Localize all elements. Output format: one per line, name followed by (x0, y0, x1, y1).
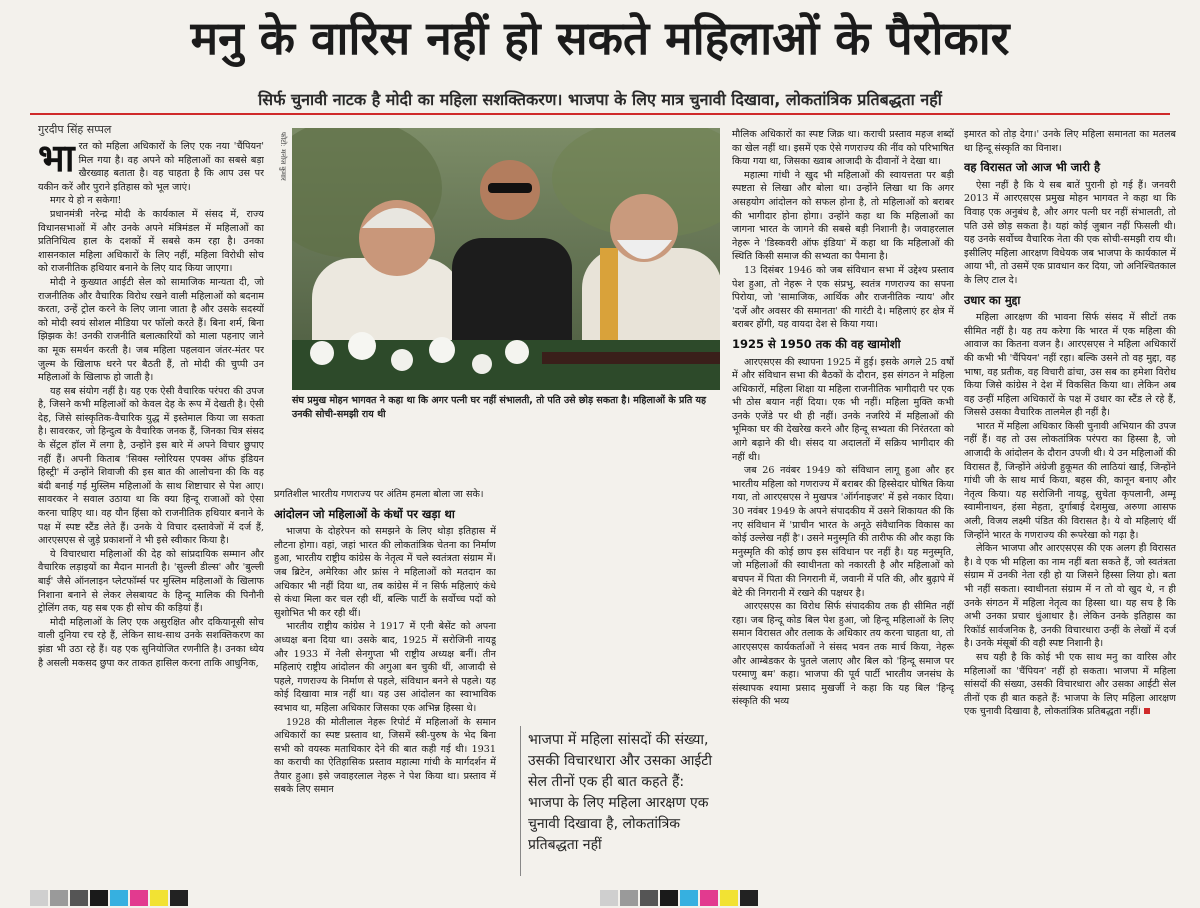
paragraph: महिला आरक्षण की भावना सिर्फ संसद में सीटों तक सीमित नहीं है। यह तय करेगा कि भारत में एक महिला की आवाज का कितना वजन है। आरएसएस ने महिला अधिकारों की कभी भी 'चैंपियन' नहीं रहा। बल्कि उसने तो वह मुद्दा, वह भाषा, वह प्रतीक, वह विचारी ढांचा, उस सब का हमेशा विरोध किया जिसे कांग्रेस ने देश में विकसित किया था। लेकिन अब वह उन्हीं महिला अधिकारों के पक्ष में उधार का स्टैंड ले रहे हैं, जिससे उसका वैचारिक तालमेल ही नहीं है। (964, 312, 1176, 419)
article-photo (292, 128, 720, 390)
paragraph: ऐसा नहीं है कि ये सब बातें पुरानी हो गई हैं। जनवरी 2013 में आरएसएस प्रमुख मोहन भागवत ने कहा था कि विवाह एक अनुबंध है, और अगर पत्नी घर नहीं संभालती, तो पति उसे छोड़ सकता है। यहां कोई जुबान नहीं फिसली थी। यह उनके सर्वोच्च वैचारिक नेता की एक सोची-समझी राय थी। इसीलिए महिला आरक्षण विधेयक जब भाजपा के कार्यकाल में आया भी, तो उसमें एक प्रावधान कर दिया, जो अनिश्चितकाल के लिए टाल दे। (964, 179, 1176, 286)
paragraph: ये विचारधारा महिलाओं की देह को सांप्रदायिक सम्मान और वैचारिक लड़ाइयों का मैदान मानती है। 'सुल्ली डील्स' और 'बुल्ली बाई' जैसे ऑनलाइन प्लेटफॉर्म्स पर मुस्लिम महिलाओं के खिलाफ निशाना बनाने से लेकर लेसबायट के हिन्दू मालिक की पिनौनी ट्रोलिंग तक, यह सब एक ही सोच की कड़ियां हैं। (38, 548, 264, 615)
registration-bar-right (600, 890, 770, 906)
registration-swatch (720, 890, 738, 906)
paragraph: महात्मा गांधी ने खुद भी महिलाओं की स्वायत्तता पर बड़ी स्पष्टता से लिखा और बोला था। उन्होंने लिखा था कि अगर असहयोग आंदोलन को सफल होना है, तो महिलाओं को बराबर की भागीदार होना होगा। उन्होंने कहा था कि महिलाओं का जागना भारत के जागने की सबसे बड़ी निशानी है। जवाहरलाल नेहरू ने 'डिस्कवरी ऑफ इंडिया' में कहा था कि महिलाओं की स्थिति किसी समाज की सभ्यता का पैमाना है। (732, 169, 954, 263)
section-heading: 1925 से 1950 तक की वह खामोशी (732, 336, 901, 351)
registration-swatch (600, 890, 618, 906)
paragraph: प्रगतिशील भारतीय गणराज्य पर अंतिम हमला बोला जा सके। (274, 489, 484, 500)
registration-swatch (130, 890, 148, 906)
subheadline: सिर्फ चुनावी नाटक है मोदी का महिला सशक्तिकरण। भाजपा के लिए मात्र चुनावी दिखावा, लोकतांत्रिक प्रतिबद्धता नहीं (258, 90, 942, 109)
paragraph: आरएसएस की स्थापना 1925 में हुई। इसके अगले 25 वर्षों में और संविधान सभा की बैठकों के दौरान, इस संगठन ने महिला अधिकारों, महिला शिक्षा या महिला राजनीतिक भागीदारी पर एक भी ठोस बयान नहीं दिया। एक भी नहीं। महिला मुक्ति कभी उनके एजेंडे पर थी ही नहीं। उनके नजरिये में महिलाओं की भूमिका घर की देखरेख करने और हिन्दू सभ्यता की निरंतरता को आगे बढ़ाने की थी। संसद या अदालतों में सक्रिय भागीदार की नहीं थी। (732, 356, 954, 463)
paragraph: भाजपा के दोहरेपन को समझने के लिए थोड़ा इतिहास में लौटना होगा। वहां, जहां भारत की लोकतांत्रिक चेतना का निर्माण हुआ, भारतीय राष्ट्रीय कांग्रेस के नेतृत्व में चले स्वतंत्रता संग्राम में। जब ब्रिटेन, अमेरिका और फ्रांस ने महिलाओं को मतदान का अधिकार भी नहीं दिया था, तब कांग्रेस में न सिर्फ महिलाएं कंधे से कंधा मिला कर चल रही थीं, बल्कि पार्टी के सर्वोच्च पदों को सुशोभित भी कर रही थीं। (274, 526, 496, 619)
registration-swatch (640, 890, 658, 906)
paragraph: मौलिक अधिकारों का स्पष्ट जिक्र था। कराची प्रस्ताव महज शब्दों का खेल नहीं था। इसमें एक ऐसे गणराज्य की नींव को परिभाषित किया गया था, जिसका ख्वाब आजादी के दीवानों ने देखा था। (732, 129, 954, 168)
registration-bar-left (30, 890, 200, 906)
section-heading: वह विरासत जो आज भी जारी है (964, 160, 1101, 175)
photo-illustration (292, 128, 720, 390)
paragraph: प्रधानमंत्री नरेन्द्र मोदी के कार्यकाल में संसद में, राज्य विधानसभाओं में और उनके अपने मंत्रिमंडल में महिलाओं का प्रतिनिधित्व हाल के दशकों में सबसे कम रहा है। उनका शासनकाल महिला अधिकारों के लिए नहीं, महिला विरोधी सोच को राजनीतिक हथियार बनाने के लिए याद किया जाएगा। (38, 208, 264, 275)
pull-quote-rule (520, 726, 521, 876)
registration-swatch (50, 890, 68, 906)
photo-caption: संघ प्रमुख मोहन भागवत ने कहा था कि अगर पत्नी घर नहीं संभालती, तो पति उसे छोड़ सकता है। महिलाओं के प्रति यह उनकी सोची-समझी राय थी (292, 395, 707, 420)
paragraph: 13 दिसंबर 1946 को जब संविधान सभा में उद्देश्य प्रस्ताव पेश हुआ, तो नेहरू ने एक संप्रभु, स्वतंत्र गणराज्य का सपना पिरोया, जो 'सामाजिक, आर्थिक और राजनीतिक न्याय' और 'दर्जे और अवसर की समानता' की गारंटी दे। महिलाएं हर क्षेत्र में बराबर होंगी, यह वायदा देश से किया गया। (732, 264, 954, 331)
registration-swatch (170, 890, 188, 906)
drop-cap: भा (38, 140, 75, 180)
registration-swatch (150, 890, 168, 906)
registration-swatch (90, 890, 108, 906)
intro-paragraph (38, 140, 264, 194)
headline-rule (30, 113, 1170, 115)
registration-swatch (700, 890, 718, 906)
registration-swatch (30, 890, 48, 906)
paragraph: भारत में महिला अधिकार किसी चुनावी अभियान की उपज नहीं हैं। वह तो उस लोकतांत्रिक परंपरा का हिस्सा है, जो आजादी के आंदोलन के दौरान उपजी थी। ये उन महिलाओं की विरासत हैं, जिन्होंने अंग्रेजी हुकूमत की लाठियां खाईं, जिन्होंने गांधी जी के साथ मार्च किया, बहस की, कानून बनाए और नेतृत्व किया। यह सरोजिनी नायडू, सुचेता कृपलानी, अम्मू स्वामीनाथन, हंसा मेहता, दुर्गाबाई देशमुख, अरुणा आसफ अली, विजय लक्ष्मी पंडित की विरासत है। ये वो महिलाएं थीं जिन्होंने भारत के गणराज्य की रूपरेखा को गढ़ा है। (964, 420, 1176, 541)
registration-swatch (620, 890, 638, 906)
paragraph (964, 651, 1176, 719)
registration-swatch (680, 890, 698, 906)
paragraph: जब 26 नवंबर 1949 को संविधान लागू हुआ और हर भारतीय महिला को गणराज्य में बराबर की हिस्सेदार घोषित किया गया, तो आरएसएस ने मुखपत्र 'ऑर्गनाइजर' में इसे नकार दिया। 30 नवंबर 1949 के अपने संपादकीय में उसने शिकायत की कि नए संविधान में 'प्राचीन भारत के अनूठे संवैधानिक विकास का कोई उल्लेख नहीं है'। उसने मनुस्मृति की तारीफ की और कहा कि मनुस्मृति की कोई छाप इस संविधान पर नहीं है। यह मनुस्मृति, जो महिलाओं की स्वाधीनता को नकारती है और महिलाओं को बचपन में पिता की निगरानी में, जवानी में पति की, और बुढ़ापे में बेटे की निगरानी में रखने की पक्षधर है। (732, 465, 954, 599)
column-1 (38, 140, 264, 880)
registration-swatch (740, 890, 758, 906)
column-2 (274, 488, 496, 880)
intro-text: रत को महिला अधिकारों के लिए एक नया 'चैंपियन' मिल गया है। वह अपने को महिलाओं का सबसे बड़ा खैरख्वाह बताता है। वह चाहता है कि आप उस पर यकीन करें और पुराने इतिहास को भूल जाएं। (38, 141, 264, 193)
paragraph: लेकिन भाजपा और आरएसएस की एक अलग ही विरासत है। वे एक भी महिला का नाम नहीं बता सकते हैं, जो स्वतंत्रता संग्राम में उनकी नेता रही हो या जिसने हिस्सा लिया हो। बता भी नहीं सकता। स्वाधीनता संग्राम में न तो वो खुद थे, न ही उनके संगठन में महिला नेतृत्व का हिस्सा था। यह सच है कि अभी उनका प्रचार धुंआधार है। लेकिन उनके इतिहास का रिकॉर्ड सार्वजनिक है, उनकी विचारधारा उन्हीं के लेखों में दर्ज है। उनके मंसूबों की वही स्पष्ट निशानी है। (964, 543, 1176, 650)
column-3 (732, 128, 954, 880)
end-mark-icon (1144, 708, 1150, 714)
paragraph: इमारत को तोड़ देगा।' उनके लिए महिला समानता का मतलब था हिन्दू संस्कृति का विनाश। (964, 129, 1176, 154)
closing-text: सच यही है कि कोई भी एक साथ मनु का वारिस और महिलाओं का 'चैंपियन' नहीं हो सकता। भाजपा में महिला सांसदों की संख्या, उसकी विचारधारा और उसका आईटी सेल तीनों एक ही बात कहते हैं: भाजपा के लिए महिला आरक्षण एक चुनावी दिखावा है, लोकतांत्रिक प्रतिबद्धता नहीं। (964, 651, 1176, 718)
paragraph: 1928 की मोतीलाल नेहरू रिपोर्ट में महिलाओं के समान अधिकारों का स्पष्ट प्रस्ताव था, जिसमें स्त्री-पुरुष के भेद बिना सभी को वयस्क मताधिकार देने की बात कही गई थी। 1931 का कराची का ऐतिहासिक प्रस्ताव महात्मा गांधी के मार्गदर्शन में तैयार हुआ। इसे जवाहरलाल नेहरू ने पेश किया था। प्रस्ताव में सबके लिए समान (274, 716, 496, 796)
section-heading: उधार का मुद्दा (964, 292, 1021, 307)
paragraph: यह सब संयोग नहीं है। यह एक ऐसी वैचारिक परंपरा की उपज है, जिसने कभी महिलाओं को केवल देह के रूप में देखती है। ऐसी देह, जिसे सांस्कृतिक-वैचारिक युद्ध में इस्तेमाल किया जा सकता है। सावरकर, जो हिन्दुत्व के वैचारिक जनक हैं, जिनका चित्र संसद के सेंट्रल हॉल में लगा है, उन्होंने इस बारे में अपने विचार छुपाए नहीं हैं। अपनी किताब 'सिक्स ग्लोरियस एपक्स ऑफ इंडियन हिस्ट्री' में उन्होंने शिवाजी की इस बात की आलोचना की कि वह बंदी बनाई गई मुस्लिम महिलाओं के साथ शिष्टाचार से पेश आए। सावरकर ने सवाल उठाया था कि क्या हिन्दू राजाओं को ऐसा करना चाहिए था। वह यौन हिंसा को राजनीतिक हथियार बनाने के पक्ष में स्पष्ट स्टैंड लेते हैं। उनके ये विचार दस्तावेजों में दर्ज हैं, आरएसएस से जुड़े प्रकाशनों ने भी इसे स्वीकार किया है। (38, 385, 264, 547)
pull-quote: भाजपा में महिला सांसदों की संख्या, उसकी विचारधारा और उसका आईटी सेल तीनों एक ही बात कहते हैं: भाजपा के लिए महिला आरक्षण एक चुनावी दिखावा है, लोकतांत्रिक प्रतिबद्धता नहीं (528, 732, 712, 853)
headline: मनु के वारिस नहीं हो सकते महिलाओं के पैरोकार (190, 11, 1010, 65)
section-heading: आंदोलन जो महिलाओं के कंधों पर खड़ा था (274, 506, 455, 521)
registration-swatch (660, 890, 678, 906)
paragraph: आरएसएस का विरोध सिर्फ संपादकीय तक ही सीमित नहीं रहा। जब हिन्दू कोड बिल पेश हुआ, जो हिन्दू महिलाओं के लिए समान विरासत और तलाक के अधिकार तय करना चाहता था, तो आरएसएस कार्यकर्ताओं ने संसद भवन तक मार्च किया, नेहरू और आम्बेडकर के पुतले जलाए और बिल को 'हिन्दू समाज पर परमाणु बम' कहा। भाजपा की पूर्व पार्टी भारतीय जनसंघ के संस्थापक श्यामा प्रसाद मुखर्जी ने कहा कि यह बिल 'हिन्दू संस्कृति की भव्य (732, 601, 954, 708)
paragraph: भारतीय राष्ट्रीय कांग्रेस ने 1917 में एनी बेसेंट को अपना अध्यक्ष बना दिया था। उसके बाद, 1925 में सरोजिनी नायडू और 1933 में नेली सेनगुप्ता भी राष्ट्रीय अध्यक्ष बनीं। तीन महिलाएं राष्ट्रीय आंदोलन की अगुआ बन चुकी थीं, आजादी से पहले, गणराज्य के निर्माण से पहले, संविधान बनने से पहले। यह कोई दिखावा मात्र नहीं था। यह उस आंदोलन का स्वाभाविक स्वभाव था, महिला अधिकार जिसका एक अभिन्न हिस्सा थे। (274, 621, 496, 714)
registration-swatch (70, 890, 88, 906)
photo-credit: फोटो: मनोज कुमार (279, 132, 287, 181)
paragraph: मोदी ने कुख्यात आईटी सेल को सामाजिक मान्यता दी, जो राजनीतिक और वैचारिक विरोध रखने वाली महिलाओं को बदनाम करता, उन्हें ट्रोल करने के लिए जाना जाता है और उसके सदस्यों को मोदी स्वयं सोशल मीडिया पर फॉलो करते हैं। बिना शर्म, बिना झिझक के! उनकी राजनीति बलात्कारियों को माला पहनाए जाने का मूक समर्थन करती है। जब महिला पहलवान जंतर-मंतर पर जुल्म के खिलाफ धरने पर बैठती हैं, तो मोदी की चुप्पी उन महिलाओं के खिलाफ हो जाती है। (38, 276, 264, 384)
registration-swatch (110, 890, 128, 906)
byline: गुरदीप सिंह सप्पल (38, 123, 112, 136)
column-4 (964, 128, 1176, 880)
paragraph: मोदी महिलाओं के लिए एक असुरक्षित और दकियानूसी सोच वाली दुनिया रच रहे हैं, लेकिन साथ-साथ उनके सशक्तिकरण का झंडा भी उठा रहे हैं। यह एक सुनियोजित रणनीति है। उनका ध्येय है असली मकसद छुपा कर ताकत हासिल करना ताकि आधुनिक, (38, 616, 264, 669)
paragraph: मगर ये हो न सकेगा! (50, 195, 122, 207)
